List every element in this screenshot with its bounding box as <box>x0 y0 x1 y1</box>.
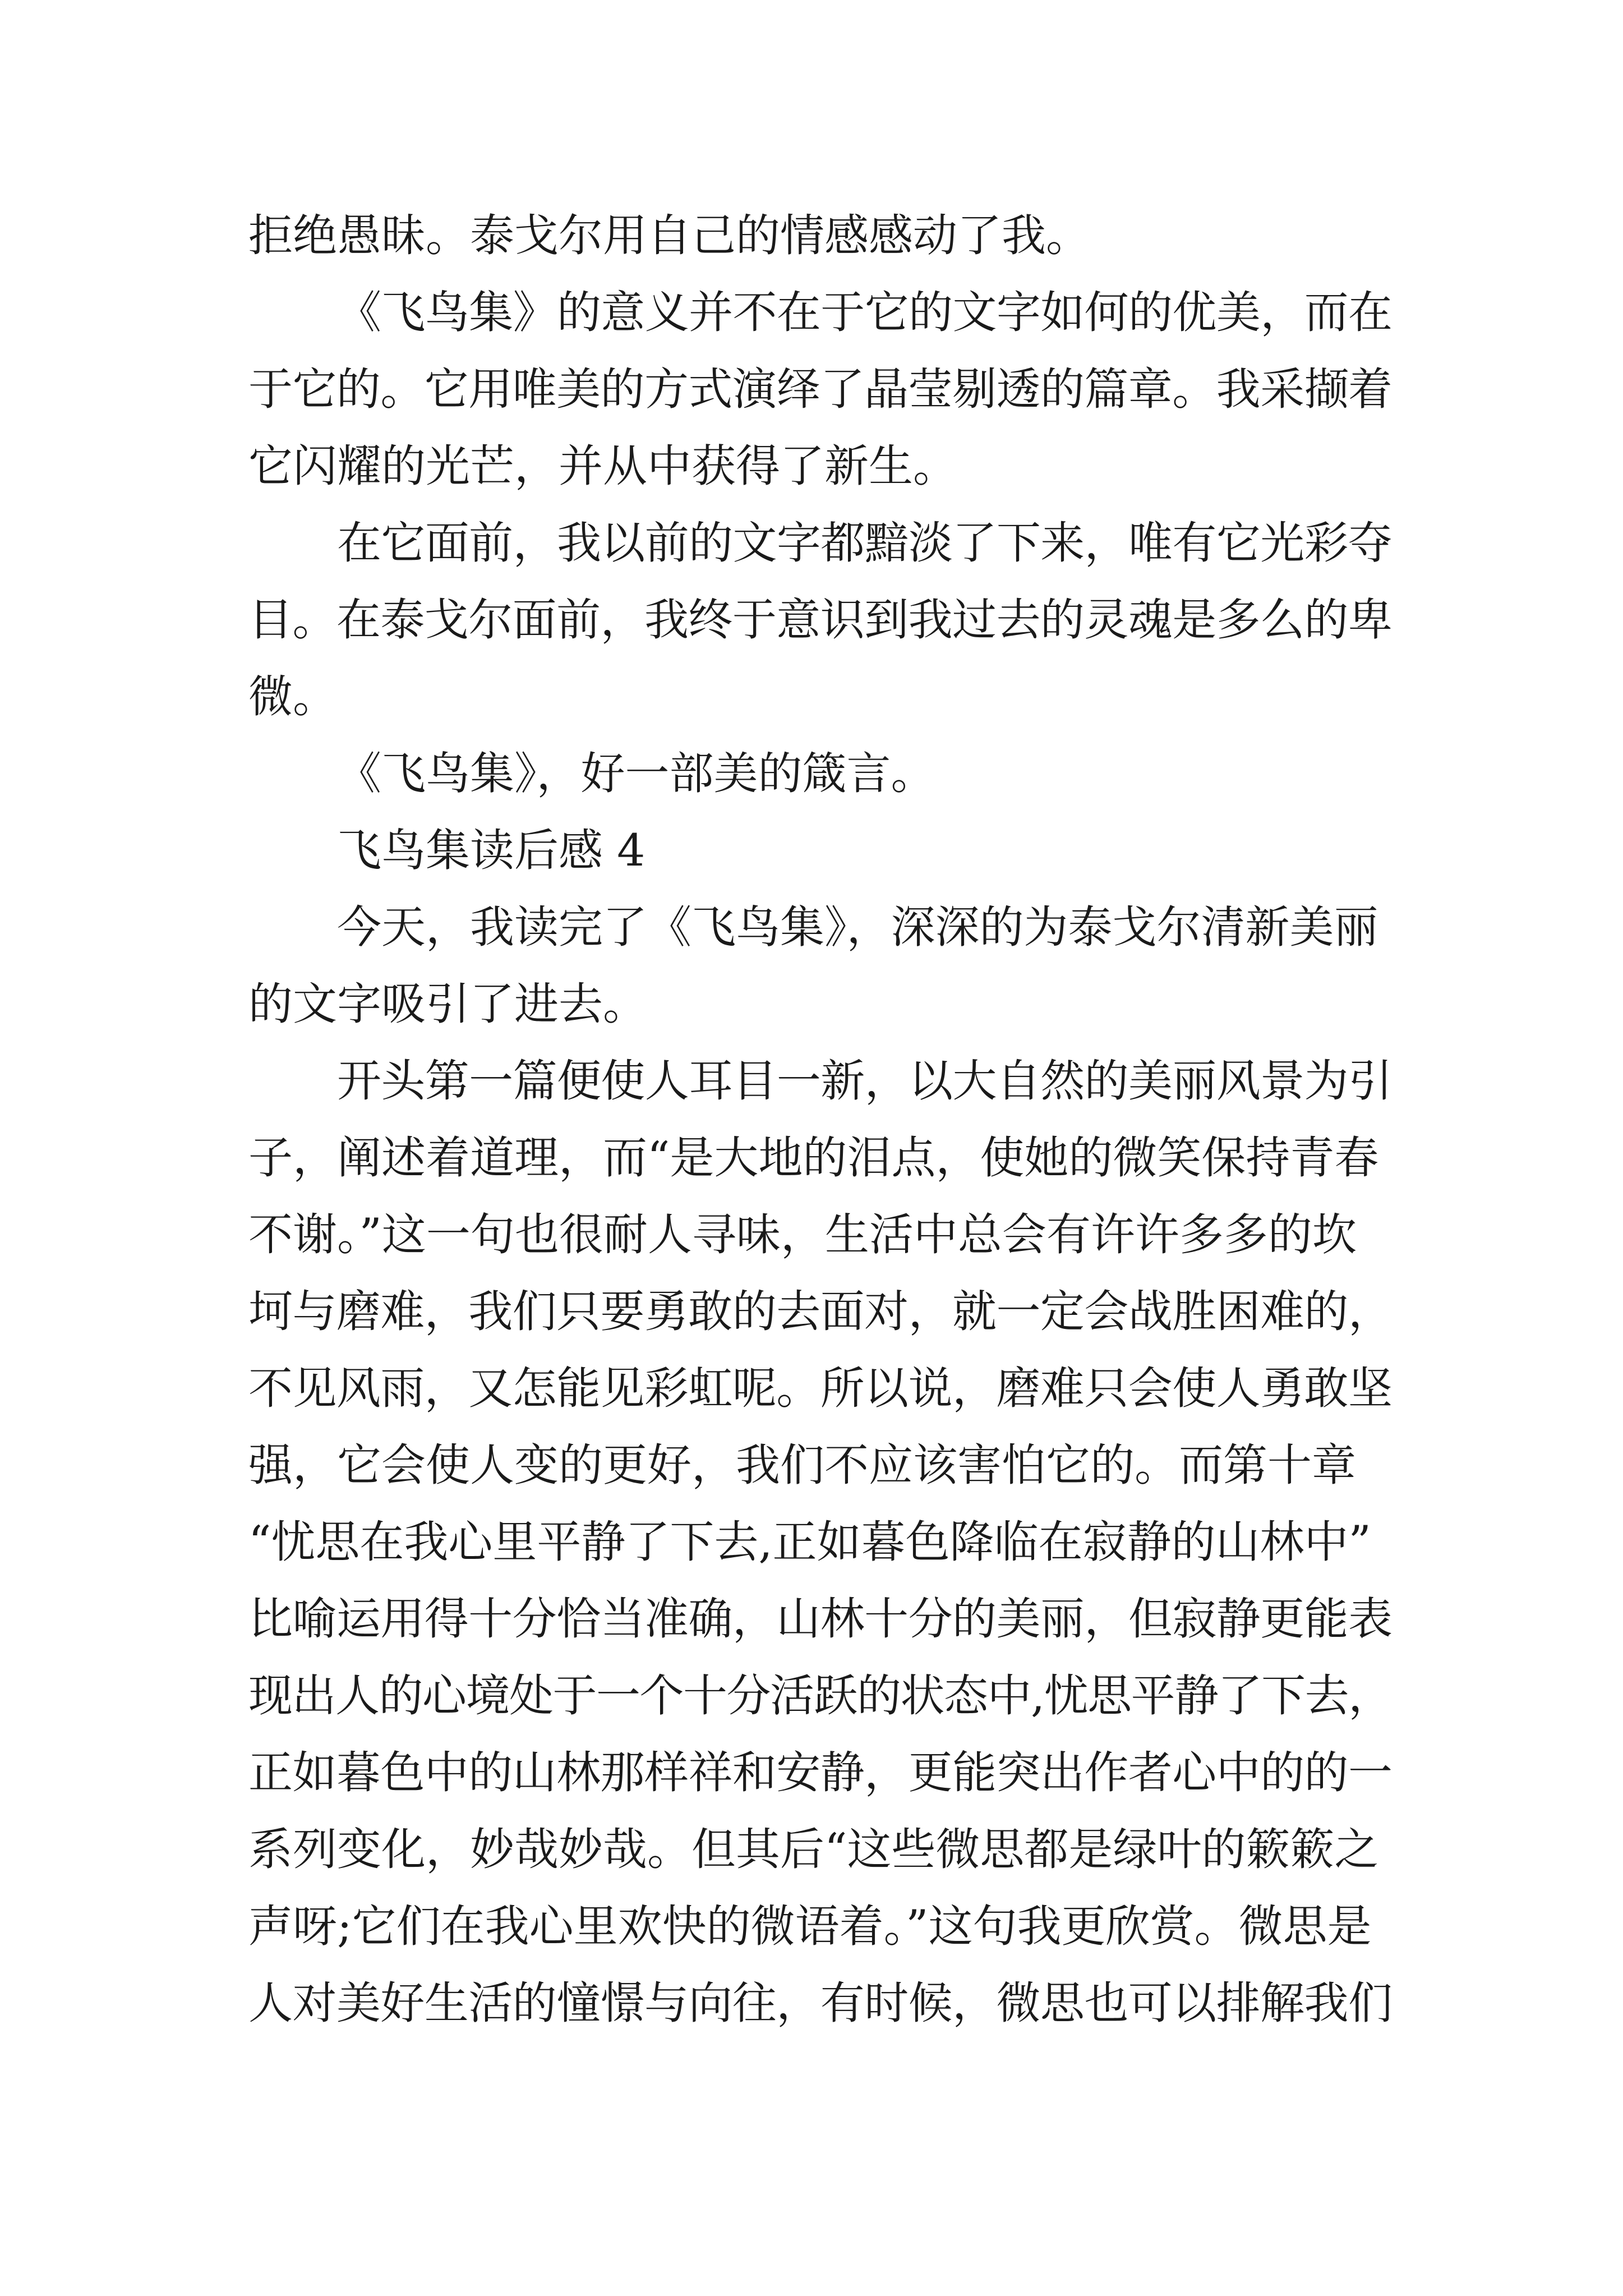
text-line: 开头第一篇便使人耳目一新，以大自然的美丽风景为引 <box>337 1055 1393 1107</box>
text-line: 目。在泰戈尔面前，我终于意识到我过去的灵魂是多么的卑 <box>248 594 1393 646</box>
text-line: 《飞鸟集》，好一部美的箴言。 <box>337 748 935 799</box>
text-line: 于它的。它用唯美的方式演绎了晶莹剔透的篇章。我采撷着 <box>248 364 1393 415</box>
text-line: 声呀;它们在我心里欢快的微语着。”这句我更欣赏。微思是 <box>248 1901 1372 1952</box>
text-line: “忧思在我心里平静了下去,正如暮色降临在寂静的山林中” <box>248 1516 1371 1568</box>
text-line: 《飞鸟集》的意义并不在于它的文字如何的优美，而在 <box>337 287 1393 338</box>
text-line: 人对美好生活的憧憬与向往，有时候，微思也可以排解我们 <box>248 1977 1393 2029</box>
text-line: 系列变化，妙哉妙哉。但其后“这些微思都是绿叶的簌簌之 <box>248 1824 1379 1875</box>
text-line: 它闪耀的光芒，并从中获得了新生。 <box>248 440 957 492</box>
text-line: 微。 <box>248 671 337 723</box>
text-line: 正如暮色中的山林那样祥和安静，更能突出作者心中的的一 <box>248 1747 1393 1798</box>
text-line: 子，阐述着道理，而“是大地的泪点，使她的微笑保持青春 <box>248 1132 1379 1184</box>
text-line: 坷与磨难，我们只要勇敢的去面对，就一定会战胜困难的， <box>248 1286 1393 1337</box>
text-line: 强，它会使人变的更好，我们不应该害怕它的。而第十章 <box>248 1439 1356 1491</box>
text-line: 拒绝愚昧。泰戈尔用自己的情感感动了我。 <box>248 210 1090 261</box>
document-body <box>248 197 1393 2042</box>
text-line: 不谢。”这一句也很耐人寻味，生活中总会有许许多多的坎 <box>248 1209 1357 1260</box>
text-line: 不见风雨，又怎能见彩虹呢。所以说，磨难只会使人勇敢坚 <box>248 1363 1393 1414</box>
text-line: 今天，我读完了《飞鸟集》，深深的为泰戈尔清新美丽 <box>337 901 1378 953</box>
text-line: 在它面前，我以前的文字都黯淡了下来，唯有它光彩夺 <box>337 517 1393 569</box>
text-line: 的文字吸引了进去。 <box>248 978 647 1030</box>
text-line: 飞鸟集读后感 4 <box>337 825 645 876</box>
text-line: 现出人的心境处于一个十分活跃的状态中,忧思平静了下去， <box>248 1670 1392 1722</box>
text-line: 比喻运用得十分恰当准确，山林十分的美丽，但寂静更能表 <box>248 1593 1393 1645</box>
